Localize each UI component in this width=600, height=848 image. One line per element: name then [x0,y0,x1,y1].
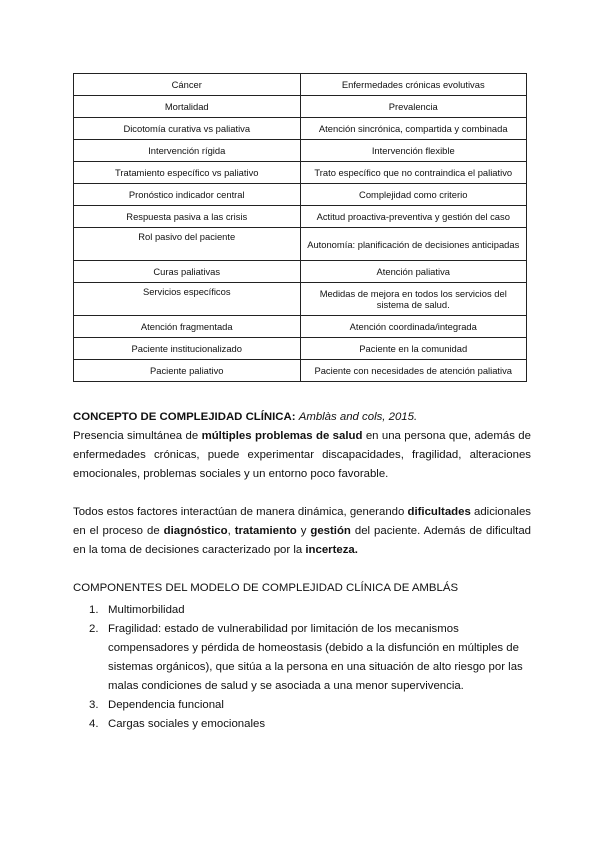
table-cell: Paciente en la comunidad [300,338,527,360]
text-run: del paciente. Además de dificultad en la toma de decisiones caracterizado por la [73,525,531,556]
table-cell: Intervención flexible [300,140,527,162]
table-row [74,118,527,140]
text-run: Todos estos factores interactúan de manera dinámica, generando [73,506,408,518]
table-row [74,316,527,338]
table-cell: Paciente institucionalizado [74,338,301,360]
table-row [74,338,527,360]
table-row [74,360,527,382]
text-run: y [296,525,311,537]
table-cell: Medidas de mejora en todos los servicios del sistema de salud. [300,283,527,316]
list-number: 3. [89,699,99,711]
table-cell: Trato específico que no contraindica el paliativo [300,162,527,184]
table-cell: Curas paliativas [74,261,301,283]
table-row [74,162,527,184]
table-cell: Atención fragmentada [74,316,301,338]
table-cell: Atención coordinada/integrada [300,316,527,338]
list-text: Multimorbilidad [108,604,185,616]
list-item [73,601,523,620]
bold-text-run: diagnóstico [163,525,228,537]
table-header-row [74,74,527,96]
table-cell: Pronóstico indicador central [74,184,301,206]
concept-paragraph-2 [73,503,531,560]
bold-text-run: dificultades [407,506,471,518]
list-number: 4. [89,718,99,730]
list-number: 2. [89,623,99,635]
table-cell: Autonomía: planificación de decisiones anticipadas [300,228,527,261]
table-row [74,206,527,228]
list-text: Fragilidad: estado de vulnerabilidad por limitación de los mecanismos compensadores y pérdida de homeostasis (debido a la disfunción en múltiples de sistemas orgánicos), que sitúa a la persona en una situación de alto riesgo por las malas condiciones de salud y se asociada a una menor supervivencia. [108,623,523,692]
table-row [74,140,527,162]
table-cell: Respuesta pasiva a las crisis [74,206,301,228]
table-cell: Paciente paliativo [74,360,301,382]
list-item [73,620,523,696]
list-text: Cargas sociales y emocionales [108,718,266,730]
bold-text-run: incerteza. [305,544,358,556]
table-cell: Atención paliativa [300,261,527,283]
table-cell: Servicios específicos [74,283,301,316]
table-cell: Mortalidad [74,96,301,118]
concept-title: CONCEPTO DE COMPLEJIDAD CLÍNICA: [73,411,296,423]
bold-text-run: tratamiento [234,525,297,537]
list-text: Dependencia funcional [108,699,224,711]
concept-citation: Amblàs and cols, 2015. [298,411,418,423]
table-cell: Prevalencia [300,96,527,118]
text-run: Presencia simultánea de [73,430,202,442]
list-number: 1. [89,604,99,616]
text-run: , [227,525,235,537]
table-row [74,184,527,206]
table-cell: Intervención rígida [74,140,301,162]
table-row [74,228,527,261]
text-run: en una persona que, además de enfermedades crónicas, puede experimentar discapacidades, fragilidad, alteraciones emocionales, problemas sociales y un entorno poco favorable. [73,430,531,480]
list-item [73,696,523,715]
table-cell: Complejidad como criterio [300,184,527,206]
components-list [73,601,523,734]
table-cell: Atención sincrónica, compartida y combinada [300,118,527,140]
table-cell: Paciente con necesidades de atención paliativa [300,360,527,382]
table-cell: Actitud proactiva-preventiva y gestión del caso [300,206,527,228]
table-row [74,283,527,316]
table-cell: Enfermedades crónicas evolutivas [300,74,527,96]
text-run: adicionales en el proceso de [73,506,531,537]
list-item [73,715,523,734]
table-row [74,261,527,283]
comparison-table [73,73,527,382]
concept-paragraph-1 [73,427,531,484]
table-cell: Tratamiento específico vs paliativo [74,162,301,184]
bold-text-run: gestión [310,525,351,537]
components-title: COMPONENTES DEL MODELO DE COMPLEJIDAD CLÍNICA DE AMBLÁS [73,582,459,594]
table-cell: Cáncer [74,74,301,96]
table-row [74,96,527,118]
table-cell: Dicotomía curativa vs paliativa [74,118,301,140]
table-cell: Rol pasivo del paciente [74,228,301,261]
bold-text-run: múltiples problemas de salud [201,430,363,442]
concept-heading [73,408,531,427]
